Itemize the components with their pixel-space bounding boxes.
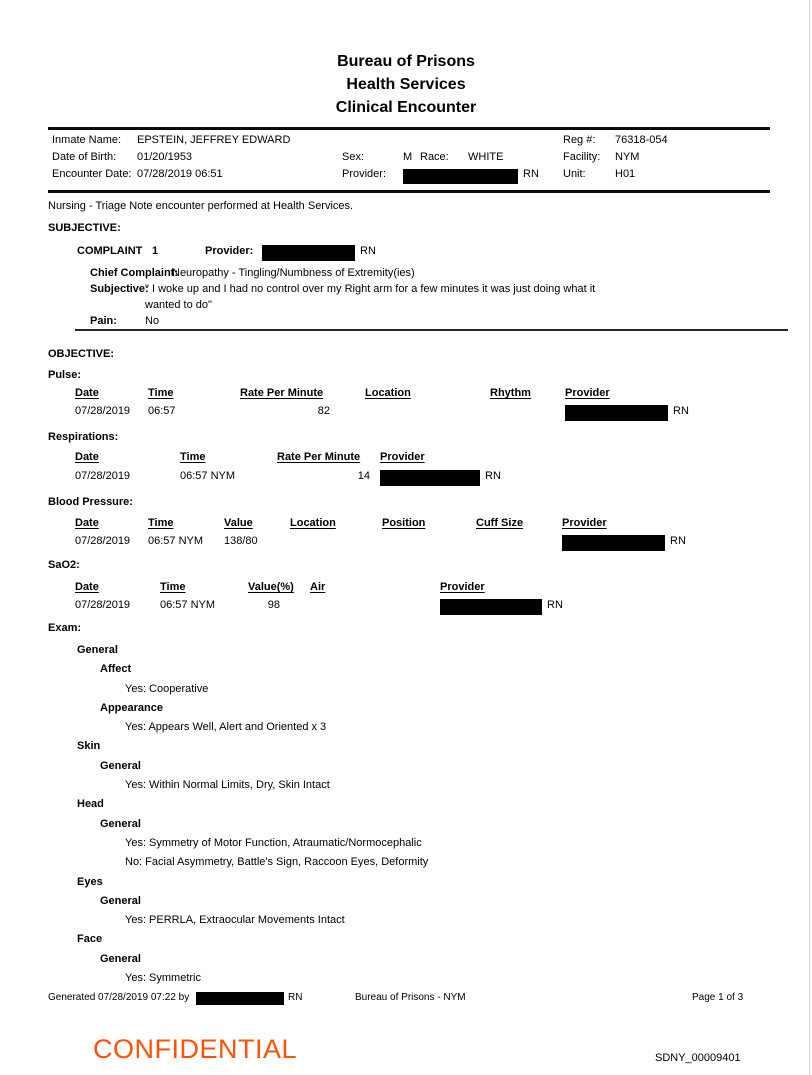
objective-heading: OBJECTIVE: — [48, 348, 115, 360]
patient-info-row-3 — [48, 168, 770, 185]
respirations-section-label: Respirations: — [48, 431, 119, 443]
inmate-name-label: Inmate Name: — [52, 134, 122, 146]
redacted-provider-name — [440, 599, 542, 615]
exam-item: Eyes — [77, 875, 103, 888]
title-line-3: Clinical Encounter — [335, 99, 477, 116]
resp-date: 07/28/2019 — [75, 470, 131, 482]
sao2-col-provider: Provider — [440, 581, 485, 593]
bp-col-time: Time — [148, 517, 174, 529]
sex-value: M — [403, 151, 413, 163]
dob-value: 01/20/1953 — [137, 151, 193, 163]
reg-value: 76318-054 — [615, 134, 668, 146]
pulse-col-time: Time — [148, 387, 174, 399]
chief-complaint-value: Neuropathy - Tingling/Numbness of Extremity(ies) — [172, 267, 415, 279]
bp-col-date: Date — [75, 517, 99, 529]
subjective-text-line1: " I woke up and I had no control over my Right arm for a few minutes it was just doing what it — [145, 283, 596, 295]
pain-value: No — [145, 315, 160, 327]
resp-col-date: Date — [75, 451, 99, 463]
chief-complaint-row — [0, 267, 812, 284]
sao2-col-air: Air — [310, 581, 326, 593]
exam-item: General — [77, 644, 118, 656]
complaint-row — [0, 245, 812, 262]
subjective-row — [0, 283, 812, 300]
inmate-name-value: EPSTEIN, JEFFREY EDWARD — [137, 134, 291, 146]
bp-value: 138/80 — [224, 535, 258, 547]
confidential-stamp: CONFIDENTIAL — [93, 1034, 298, 1064]
title-line-2: Health Services — [346, 76, 466, 93]
redacted-provider-name — [403, 169, 518, 184]
sao2-time: 06:57 NYM — [160, 599, 216, 611]
subjective-text-line2: wanted to do" — [145, 299, 212, 311]
resp-col-provider: Provider — [380, 451, 425, 463]
pain-label: Pain: — [90, 315, 117, 327]
redacted-provider-name — [262, 245, 355, 261]
pulse-col-location: Location — [365, 387, 411, 399]
pulse-col-rate: Rate Per Minute — [240, 387, 324, 399]
footer-generated: Generated 07/28/2019 07:22 by — [48, 992, 190, 1003]
patient-info-row-2 — [48, 151, 770, 168]
pulse-col-date: Date — [75, 387, 99, 399]
exam-item: Yes: Symmetry of Motor Function, Atraumatic/Normocephalic — [125, 836, 422, 849]
resp-provider-suffix: RN — [485, 470, 501, 482]
respirations-data-row — [0, 470, 812, 487]
bates-number: SDNY_00009401 — [655, 1052, 741, 1064]
scan-edge-artifact — [809, 0, 810, 1075]
sao2-section-label: SaO2: — [48, 559, 80, 571]
chief-complaint-label: Chief Complaint: — [90, 267, 178, 279]
exam-item: Yes: PERRLA, Extraocular Movements Intact — [125, 914, 345, 927]
resp-col-rate: Rate Per Minute — [277, 451, 361, 463]
redacted-provider-name — [196, 992, 284, 1005]
sao2-col-date: Date — [75, 581, 99, 593]
bp-date: 07/28/2019 — [75, 535, 131, 547]
reg-label: Reg #: — [563, 134, 596, 146]
unit-label: Unit: — [563, 168, 586, 180]
blood-pressure-section-label: Blood Pressure: — [48, 496, 133, 508]
encounter-date-value: 07/28/2019 06:51 — [137, 168, 223, 180]
pulse-col-rhythm: Rhythm — [490, 387, 531, 399]
pulse-data-row — [0, 405, 812, 422]
exam-item: No: Facial Asymmetry, Battle's Sign, Raccoon Eyes, Deformity — [125, 856, 429, 869]
sex-label: Sex: — [342, 151, 365, 163]
footer-generated-suffix: RN — [288, 992, 303, 1003]
sao2-value: 98 — [267, 599, 280, 611]
bp-col-provider: Provider — [562, 517, 607, 529]
exam-item: General — [100, 817, 141, 830]
exam-item: Skin — [77, 740, 101, 753]
exam-item: Appearance — [100, 701, 163, 714]
sao2-data-row — [0, 599, 812, 616]
race-value: WHITE — [468, 151, 504, 163]
section-divider-line — [75, 329, 788, 331]
resp-rate: 14 — [357, 470, 370, 482]
encounter-date-label: Encounter Date: — [52, 168, 132, 180]
exam-item: Face — [77, 933, 103, 946]
sao2-col-time: Time — [160, 581, 186, 593]
exam-item: Yes: Cooperative — [125, 682, 209, 695]
exam-findings-list — [0, 641, 812, 988]
redacted-provider-name — [565, 405, 668, 421]
sao2-date: 07/28/2019 — [75, 599, 131, 611]
exam-item: General — [100, 894, 141, 907]
pulse-section-label: Pulse: — [48, 369, 82, 381]
unit-value: H01 — [615, 168, 636, 180]
exam-heading: Exam: — [48, 622, 82, 634]
exam-item: Yes: Symmetric — [125, 972, 202, 985]
exam-item: Affect — [100, 663, 132, 676]
pulse-header-row — [0, 387, 812, 404]
subjective-row-2 — [0, 299, 812, 316]
pulse-rate: 82 — [317, 405, 330, 417]
redacted-provider-name — [380, 470, 480, 486]
complaint-number: 1 — [152, 245, 159, 257]
bp-col-location: Location — [290, 517, 336, 529]
complaint-provider-suffix: RN — [360, 245, 376, 257]
blood-pressure-header-row — [0, 517, 812, 534]
facility-label: Facility: — [563, 151, 601, 163]
encounter-note: Nursing - Triage Note encounter performed at Health Services. — [48, 200, 354, 212]
subjective-label: Subjective: — [90, 283, 149, 295]
provider-label: Provider: — [342, 168, 387, 180]
page-footer — [0, 992, 812, 1007]
exam-item: General — [100, 759, 141, 772]
pulse-time: 06:57 — [148, 405, 176, 417]
facility-value: NYM — [615, 151, 640, 163]
blood-pressure-data-row — [0, 535, 812, 552]
bp-col-value: Value — [224, 517, 253, 529]
complaint-provider-label: Provider: — [205, 245, 254, 257]
footer-page-number: Page 1 of 3 — [692, 992, 744, 1003]
redacted-provider-name — [562, 535, 665, 551]
exam-item: Head — [77, 798, 104, 811]
respirations-header-row — [0, 451, 812, 468]
provider-suffix: RN — [523, 168, 539, 180]
document-title — [0, 50, 812, 119]
bp-time: 06:57 NYM — [148, 535, 204, 547]
bp-col-position: Position — [382, 517, 426, 529]
pulse-col-provider: Provider — [565, 387, 610, 399]
patient-info-box — [48, 127, 770, 193]
sao2-provider-suffix: RN — [547, 599, 563, 611]
bp-provider-suffix: RN — [670, 535, 686, 547]
exam-item: Yes: Within Normal Limits, Dry, Skin Intact — [125, 779, 330, 792]
pulse-provider-suffix: RN — [673, 405, 689, 417]
pulse-date: 07/28/2019 — [75, 405, 131, 417]
sao2-col-value: Value(%) — [248, 581, 294, 593]
sao2-header-row — [0, 581, 812, 598]
title-line-1: Bureau of Prisons — [337, 53, 475, 70]
footer-facility: Bureau of Prisons - NYM — [355, 992, 466, 1003]
resp-col-time: Time — [180, 451, 206, 463]
complaint-label: COMPLAINT — [77, 245, 143, 257]
bp-col-cuff-size: Cuff Size — [476, 517, 524, 529]
resp-time: 06:57 NYM — [180, 470, 236, 482]
exam-item: General — [100, 952, 141, 965]
dob-label: Date of Birth: — [52, 151, 117, 163]
exam-item: Yes: Appears Well, Alert and Oriented x 3 — [125, 721, 327, 734]
race-label: Race: — [420, 151, 449, 163]
subjective-heading: SUBJECTIVE: — [48, 222, 121, 234]
patient-info-row-1 — [48, 134, 770, 151]
